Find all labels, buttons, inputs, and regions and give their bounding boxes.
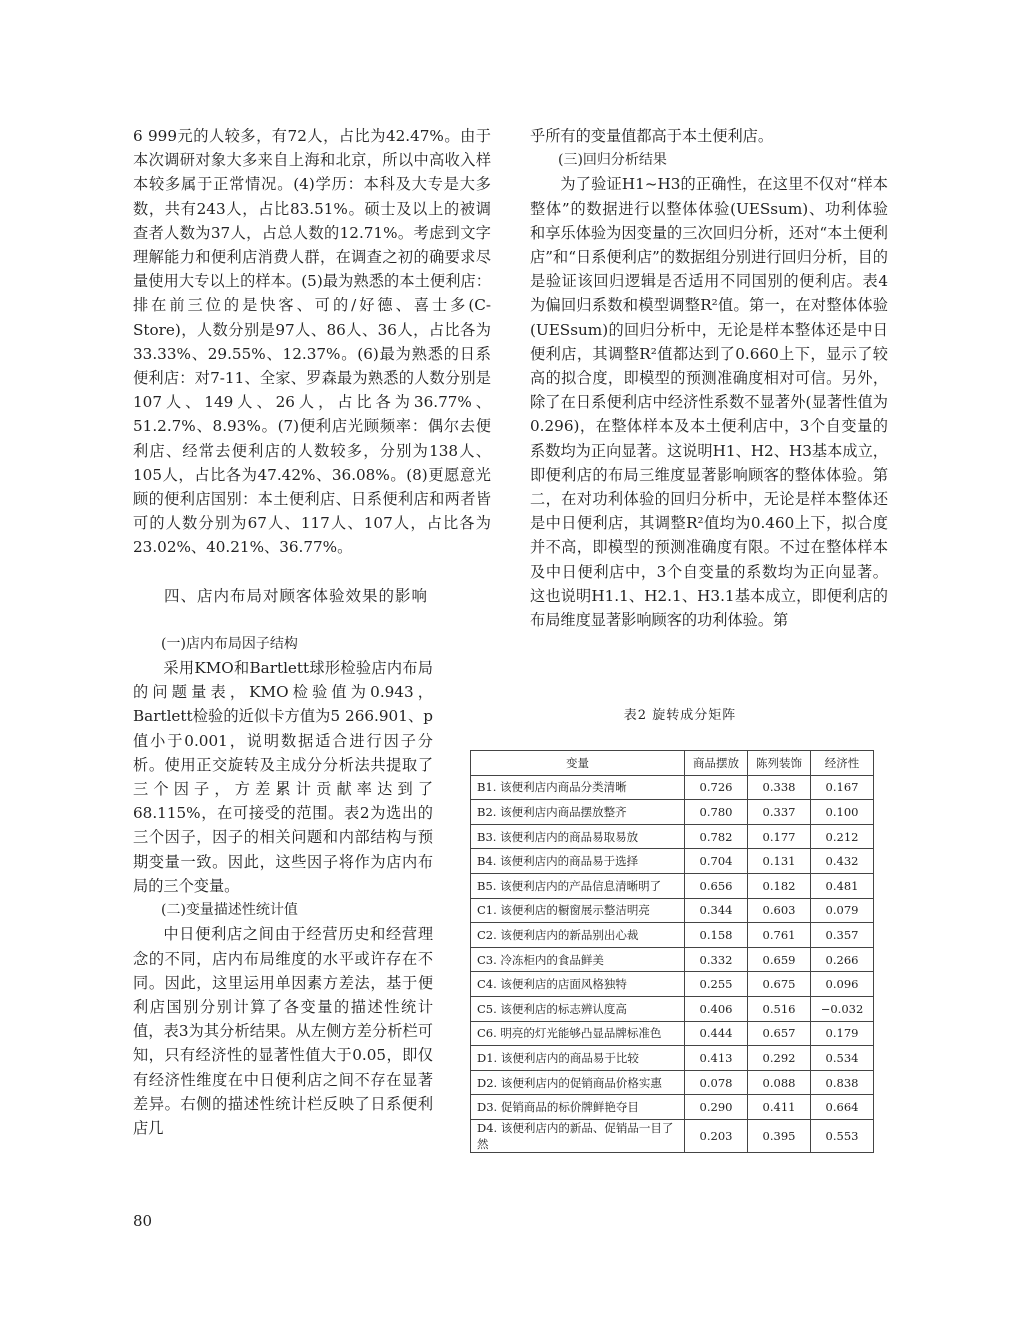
table-row <box>471 1119 874 1152</box>
table-body <box>471 775 874 1152</box>
table-cell-loading: 0.603 <box>748 898 811 923</box>
table-cell-loading: 0.266 <box>811 947 874 972</box>
table-cell-variable: B5. 该便利店内的产品信息清晰明了 <box>471 873 685 898</box>
table-cell-variable: C4. 该便利店的店面风格独特 <box>471 972 685 997</box>
page-number: 80 <box>133 1212 153 1230</box>
table-cell-loading: 0.761 <box>748 923 811 948</box>
right-paragraph-1: 乎所有的变量值都高于本土便利店。 <box>530 127 773 145</box>
table-row <box>471 972 874 997</box>
header-display-decoration: 陈列装饰 <box>748 751 811 776</box>
table-cell-loading: 0.406 <box>685 996 748 1021</box>
table-row <box>471 1095 874 1120</box>
table-cell-loading: 0.290 <box>685 1095 748 1120</box>
table-cell-variable: D4. 该便利店内的新品、促销品一目了然 <box>471 1119 685 1152</box>
table-cell-variable: C2. 该便利店内的新品别出心裁 <box>471 923 685 948</box>
table-row <box>471 873 874 898</box>
table-cell-loading: 0.344 <box>685 898 748 923</box>
table-cell-loading: 0.255 <box>685 972 748 997</box>
table-cell-variable: C5. 该便利店的标志辨认度高 <box>471 996 685 1021</box>
table-cell-loading: 0.413 <box>685 1046 748 1071</box>
table-cell-loading: 0.659 <box>748 947 811 972</box>
table-cell-loading: 0.177 <box>748 824 811 849</box>
table-cell-loading: 0.096 <box>811 972 874 997</box>
table-cell-loading: −0.032 <box>811 996 874 1021</box>
table-row <box>471 1021 874 1046</box>
table-caption: 表2 旋转成分矩阵 <box>623 708 737 723</box>
right-paragraph-2: 为了验证H1~H3的正确性，在这里不仅对“样本整体”的数据进行以整体体验(UESsum)、功利体验和享乐体验为因变量的三次回归分析，还对“本土便利店”和“日系便利店”的数据组分别进行回归分析，目的是验证该回归逻辑是否适用不同国别的便利店。表4为偏回归系数和模型调整R²值。第一，在对整体体验(UESsum)的回归分析中，无论是样本整体还是中日便利店，其调整R²值都达到了0.660上下，显示了较高的拟合度，即模型的预测准确度相对可信。另外，除了在日系便利店中经济性系数不显著外(显著性值为0.296)，在整体样本及本土便利店中，3个自变量的系数均为正向显著。这说明H1、H2、H3基本成立，即便利店的布局三维度显著影响顾客的整体体验。第二，在对功利体验的回归分析中，无论是样本整体还是中日便利店，其调整R²值均为0.460上下，拟合度并不高，即模型的预测准确度有限。不过在整体样本及中日便利店中，3个自变量的系数均为正向显著。这也说明H1.1、H2.1、H3.1基本成立，即便利店的布局维度显著影响顾客的功利体验。第 <box>530 175 888 630</box>
subheading-factor-structure: (一)店内布局因子结构 <box>161 635 298 652</box>
subheading-descriptive-stats: (二)变量描述性统计值 <box>161 902 298 919</box>
table-cell-variable: B1. 该便利店内商品分类清晰 <box>471 775 685 800</box>
left-column <box>133 124 491 1140</box>
table-cell-loading: 0.100 <box>811 800 874 825</box>
table-cell-loading: 0.411 <box>748 1095 811 1120</box>
table-row <box>471 923 874 948</box>
table-cell-loading: 0.780 <box>685 800 748 825</box>
table-row <box>471 1070 874 1095</box>
table-cell-loading: 0.534 <box>811 1046 874 1071</box>
header-product-placement: 商品摆放 <box>685 751 748 776</box>
table-cell-loading: 0.481 <box>811 873 874 898</box>
table-cell-loading: 0.292 <box>748 1046 811 1071</box>
table-cell-variable: B4. 该便利店内的商品易于选择 <box>471 849 685 874</box>
section-title: 四、店内布局对顾客体验效果的影响 <box>164 586 429 605</box>
table-row <box>471 824 874 849</box>
left-paragraph-3: 中日便利店之间由于经营历史和经营理念的不同，店内布局维度的水平或许存在不同。因此，这里运用单因素方差法，基于便利店国别分别计算了各变量的描述性统计值，表3为其分析结果。从左侧方差分析栏可知，只有经济性的显著性值大于0.05，即仅有经济性维度在中日便利店之间不存在显著差异。右侧的描述性统计栏反映了日系便利店几 <box>133 925 433 1137</box>
table-cell-variable: D3. 促销商品的标价牌鲜艳夺目 <box>471 1095 685 1120</box>
table-cell-loading: 0.553 <box>811 1119 874 1152</box>
table-row <box>471 996 874 1021</box>
table-cell-variable: C6. 明亮的灯光能够凸显品牌标准色 <box>471 1021 685 1046</box>
header-economy: 经济性 <box>811 751 874 776</box>
table-cell-loading: 0.726 <box>685 775 748 800</box>
table-row <box>471 800 874 825</box>
table-cell-loading: 0.657 <box>748 1021 811 1046</box>
table-cell-loading: 0.664 <box>811 1095 874 1120</box>
table-cell-loading: 0.332 <box>685 947 748 972</box>
table-cell-loading: 0.179 <box>811 1021 874 1046</box>
table-row <box>471 947 874 972</box>
table-cell-variable: B2. 该便利店内商品摆放整齐 <box>471 800 685 825</box>
table-cell-variable: C1. 该便利店的橱窗展示整洁明亮 <box>471 898 685 923</box>
left-paragraph-2: 采用KMO和Bartlett球形检验店内布局的问题量表，KMO检验值为0.943，Bartlett检验的近似卡方值为5 266.901、p值小于0.001，说明数据适合进行因子分析。使用正交旋转及主成分分析法共提取了三个因子，方差累计贡献率达到了68.115%，在可接受的范围。表2为选出的三个因子，因子的相关问题和内部结构与预期变量一致。因此，这些因子将作为店内布局的三个变量。 <box>133 659 433 895</box>
table-cell-loading: 0.838 <box>811 1070 874 1095</box>
table-cell-loading: 0.338 <box>748 775 811 800</box>
table-cell-loading: 0.167 <box>811 775 874 800</box>
table-cell-loading: 0.182 <box>748 873 811 898</box>
subheading-regression: (三)回归分析结果 <box>558 152 667 169</box>
table-cell-loading: 0.395 <box>748 1119 811 1152</box>
table-cell-variable: D1. 该便利店内的商品易于比较 <box>471 1046 685 1071</box>
table-row <box>471 849 874 874</box>
rotated-component-matrix-table <box>470 750 874 1153</box>
left-paragraph-1: 6 999元的人较多，有72人，占比为42.47%。由于本次调研对象大多来自上海和北京，所以中高收入样本较多属于正常情况。(4)学历：本科及大专是大多数，共有243人，占比83.51%。硕士及以上的被调查者人数为37人，占总人数的12.71%。考虑到文字理解能力和便利店消费人群，在调查之初的确要求尽量使用大专以上的样本。(5)最为熟悉的本土便利店：排在前三位的是快客、可的/好德、喜士多(C-Store)，人数分别是97人、86人、36人，占比各为33.33%、29.55%、12.37%。(6)最为熟悉的日系便利店：对7-11、全家、罗森最为熟悉的人数分别是107人、149人、26人，占比各为36.77%、51.2.7%、8.93%。(7)便利店光顾频率：偶尔去便利店、经常去便利店的人数较多，分别为138人、105人，占比各为47.42%、36.08%。(8)更愿意光顾的便利店国别：本土便利店、日系便利店和两者皆可的人数分别为67人、117人、107人，占比各为23.02%、40.21%、36.77%。 <box>133 127 491 557</box>
table-cell-loading: 0.079 <box>811 898 874 923</box>
table-cell-loading: 0.432 <box>811 849 874 874</box>
table-cell-loading: 0.078 <box>685 1070 748 1095</box>
right-column <box>530 124 888 632</box>
table-cell-loading: 0.357 <box>811 923 874 948</box>
table-header-row <box>471 751 874 776</box>
header-variable: 变量 <box>471 751 685 776</box>
table-cell-loading: 0.516 <box>748 996 811 1021</box>
table-row <box>471 775 874 800</box>
table-cell-variable: D2. 该便利店内的促销商品价格实惠 <box>471 1070 685 1095</box>
table-row <box>471 1046 874 1071</box>
table-cell-loading: 0.203 <box>685 1119 748 1152</box>
table-cell-loading: 0.444 <box>685 1021 748 1046</box>
table-cell-loading: 0.675 <box>748 972 811 997</box>
table-cell-loading: 0.212 <box>811 824 874 849</box>
table-cell-loading: 0.656 <box>685 873 748 898</box>
narrow-text-block <box>133 656 433 1140</box>
table-cell-loading: 0.158 <box>685 923 748 948</box>
table-cell-loading: 0.782 <box>685 824 748 849</box>
table-cell-variable: B3. 该便利店内的商品易取易放 <box>471 824 685 849</box>
table-cell-loading: 0.131 <box>748 849 811 874</box>
table-cell-loading: 0.337 <box>748 800 811 825</box>
table-cell-variable: C3. 冷冻柜内的食品鲜美 <box>471 947 685 972</box>
table-cell-loading: 0.088 <box>748 1070 811 1095</box>
table-row <box>471 898 874 923</box>
table-cell-loading: 0.704 <box>685 849 748 874</box>
